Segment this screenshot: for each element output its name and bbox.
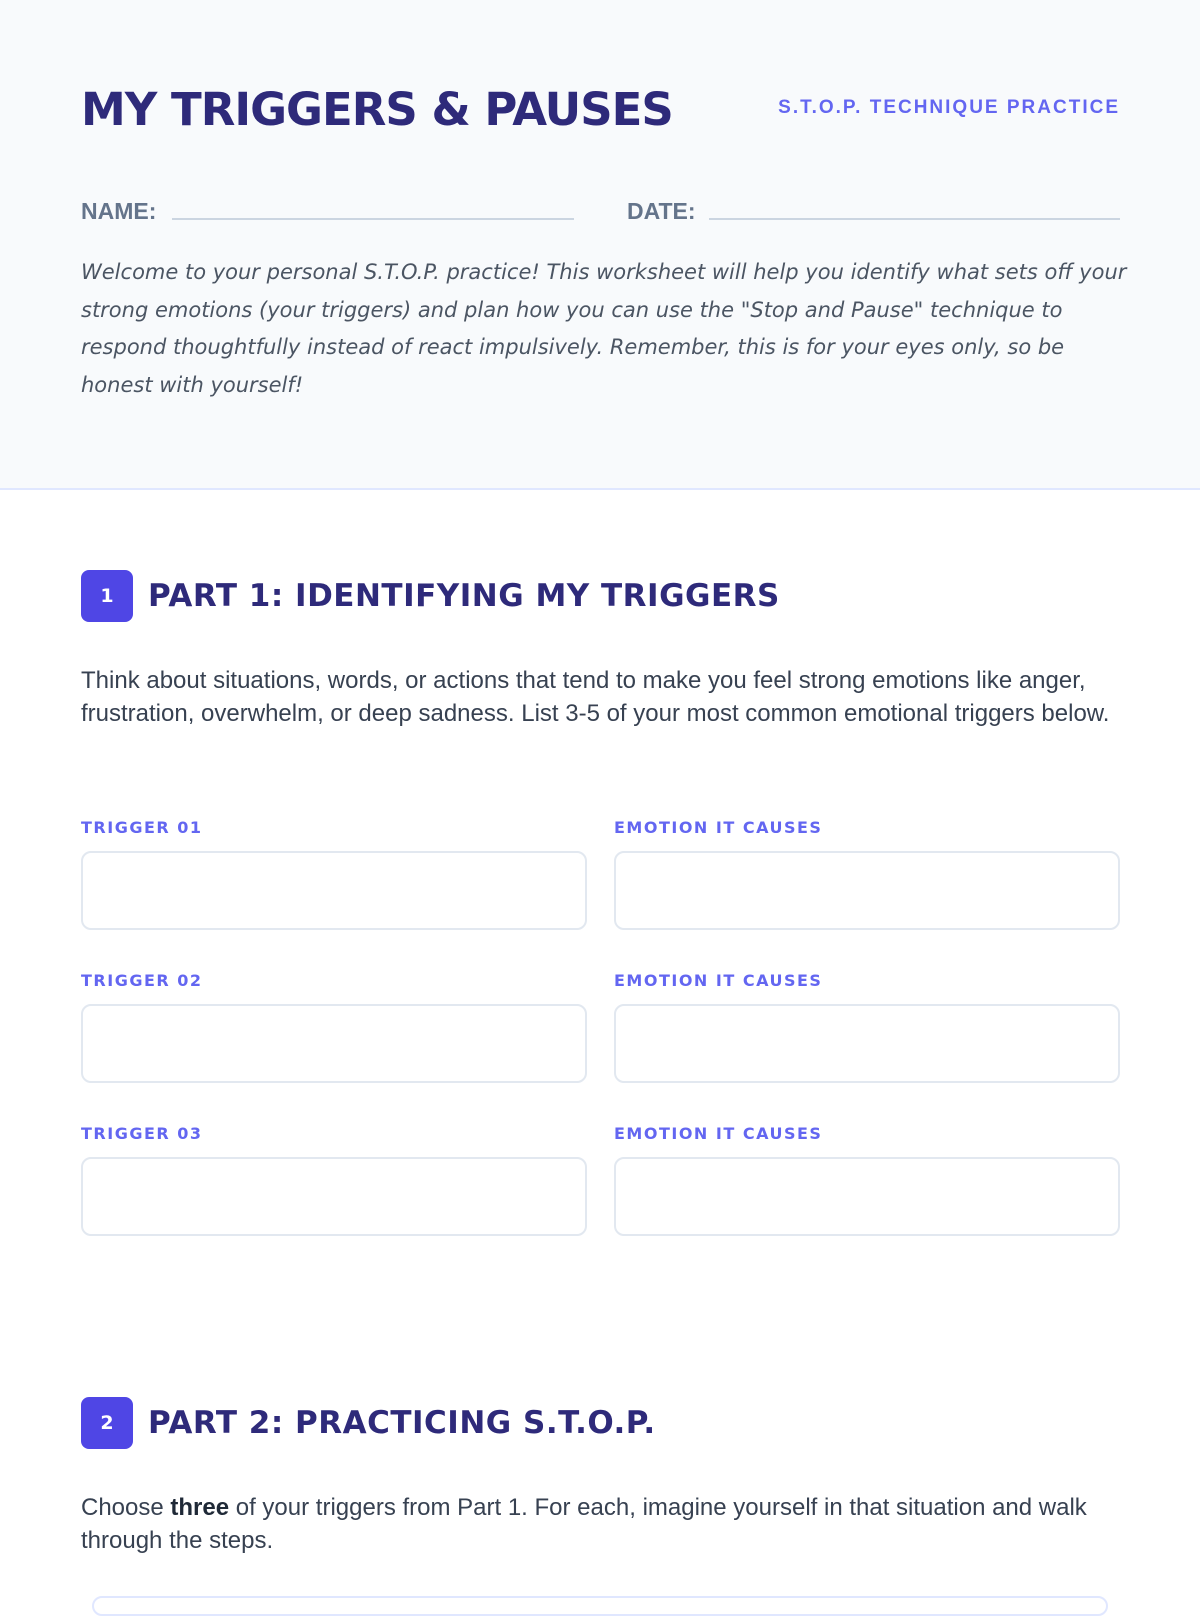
worksheet-header: [0, 0, 1200, 490]
intro-text: Welcome to your personal S.T.O.P. practice! This worksheet will help you identify what sets off your strong emotions (your triggers) and plan how you can use the "Stop and Pause" technique to respond thoughtfully instead of react impulsively. Remember, this is for your eyes only, so be honest with yourself!: [81, 260, 1127, 397]
page-subtitle: S.T.O.P. TECHNIQUE PRACTICE: [778, 97, 1120, 118]
part-1-badge: 1: [81, 570, 133, 622]
trigger-3-input[interactable]: [81, 1157, 587, 1236]
page-title: MY TRIGGERS & PAUSES: [81, 83, 673, 136]
trigger-2-input[interactable]: [81, 1004, 587, 1083]
date-label: DATE:: [627, 198, 696, 224]
trigger-2-label: TRIGGER 02: [81, 971, 203, 990]
emotion-2-input[interactable]: [614, 1004, 1120, 1083]
emotion-2-label: EMOTION IT CAUSES: [614, 971, 823, 990]
part-2-description-end: of your triggers from Part 1. For each, imagine yourself in that situation and walk through the steps.: [81, 1494, 1087, 1554]
name-field[interactable]: [172, 218, 574, 220]
name-label: NAME:: [81, 198, 157, 224]
date-field[interactable]: [709, 218, 1120, 220]
emotion-3-input[interactable]: [614, 1157, 1120, 1236]
part-2-description-emphasis: three: [170, 1494, 230, 1521]
part-2-description: [81, 1491, 1126, 1557]
part-2-title: PART 2: PRACTICING S.T.O.P.: [148, 1405, 656, 1441]
stop-practice-card: [92, 1596, 1108, 1616]
emotion-1-label: EMOTION IT CAUSES: [614, 818, 823, 837]
part-1-title: PART 1: IDENTIFYING MY TRIGGERS: [148, 578, 780, 614]
trigger-3-label: TRIGGER 03: [81, 1124, 203, 1143]
trigger-1-label: TRIGGER 01: [81, 818, 203, 837]
part-1-description: Think about situations, words, or actions that tend to make you feel strong emotions like anger, frustration, overwhelm, or deep sadness. List 3-5 of your most common emotional triggers below.: [81, 667, 1110, 727]
part-2-badge: 2: [81, 1397, 133, 1449]
trigger-1-input[interactable]: [81, 851, 587, 930]
part-2-description-start: Choose: [81, 1494, 171, 1521]
emotion-1-input[interactable]: [614, 851, 1120, 930]
emotion-3-label: EMOTION IT CAUSES: [614, 1124, 823, 1143]
